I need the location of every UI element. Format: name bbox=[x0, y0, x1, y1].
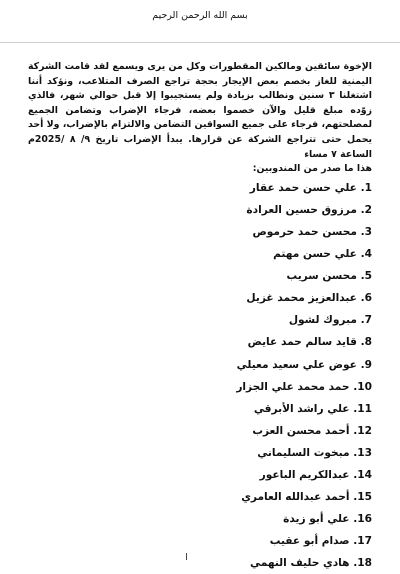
delegate-list-item bbox=[28, 265, 372, 287]
delegate-list-item bbox=[28, 420, 372, 442]
delegate-number: 5. bbox=[360, 270, 372, 283]
delegate-number: 3. bbox=[360, 225, 372, 238]
document-header bbox=[0, 0, 400, 43]
delegate-number: 13. bbox=[353, 446, 372, 459]
delegate-list-item bbox=[28, 199, 372, 221]
delegate-name: صدام أبو عقيب bbox=[269, 535, 350, 548]
delegate-list-item bbox=[28, 287, 372, 309]
delegate-number: 18. bbox=[353, 557, 372, 570]
delegate-name: عوض علي سعيد معيلي bbox=[236, 358, 357, 371]
delegate-list-item bbox=[28, 442, 372, 464]
delegate-list-item bbox=[28, 177, 372, 199]
delegate-list-item bbox=[28, 530, 372, 552]
delegate-name: أحمد محسن العزب bbox=[252, 424, 350, 437]
delegates-list bbox=[28, 177, 372, 574]
delegate-name: محسن حمد حرموص bbox=[252, 225, 357, 238]
delegate-list-item bbox=[28, 398, 372, 420]
delegate-number: 12. bbox=[353, 424, 372, 437]
delegate-number: 11. bbox=[353, 402, 372, 415]
delegate-name: مرزوق حسين العرادة bbox=[246, 203, 357, 216]
delegate-number: 4. bbox=[360, 248, 372, 261]
delegate-list-item bbox=[28, 309, 372, 331]
strike-announcement-paragraph: الإخوة سائقين ومالكين المقطورات وكل من يرى ويسمع لقد قامت الشركة اليمنية للغاز بخصم بعض الإيجار بحجة تراجع الصرف المتلاعب، ونؤكد أننا اشتغلنا ٣ سنين ونطالب بزيادة ولم يستجيبوا إلا قبل حوالي شهر، فالذي زوّده مبلغ قليل والآن خصموا بعضه، فرجاء الإضراب وتضامن الجميع لمصلحتهم، فرجاء على جميع السواقين التضامن والالتزام بالإضراب، ولا أحد يحمل حتى تتراجع الشركة عن قرارها. يبدأ الإضراب تاريخ ٩/ ٨ /2025م الساعة ٧ مساء bbox=[28, 61, 372, 160]
page-footer-mark bbox=[186, 553, 187, 560]
delegate-number: 10. bbox=[353, 380, 372, 393]
delegate-name: مبروك لشول bbox=[288, 314, 357, 327]
delegate-number: 7. bbox=[360, 314, 372, 327]
delegate-list-item bbox=[28, 552, 372, 574]
delegate-number: 1. bbox=[360, 181, 372, 194]
delegate-name: حمد محمد علي الجزار bbox=[236, 380, 350, 393]
delegate-number: 6. bbox=[360, 292, 372, 305]
delegate-list-item bbox=[28, 221, 372, 243]
delegate-number: 17. bbox=[353, 535, 372, 548]
delegates-intro: هذا ما صدر من المندوبين: bbox=[252, 163, 372, 175]
delegate-list-item bbox=[28, 464, 372, 486]
basmala-heading: بسم الله الرحمن الرحيم bbox=[152, 10, 248, 21]
delegate-name: محسن سريب bbox=[286, 270, 357, 283]
delegate-list-item bbox=[28, 354, 372, 376]
delegate-list-item bbox=[28, 508, 372, 530]
delegate-name: عبدالعزيز محمد غزيل bbox=[246, 292, 357, 305]
delegate-number: 15. bbox=[353, 491, 372, 504]
delegate-number: 8. bbox=[360, 336, 372, 349]
document-body bbox=[28, 60, 372, 574]
delegate-name: علي راشد الأبرقي bbox=[253, 402, 350, 415]
delegate-list-item bbox=[28, 331, 372, 353]
delegate-name: مبخوت السليماني bbox=[257, 446, 350, 459]
delegate-name: علي حسن مهتم bbox=[273, 248, 357, 261]
delegate-name: عبدالكريم الباعور bbox=[259, 468, 350, 481]
delegate-name: علي حسن حمد عقار bbox=[249, 181, 357, 194]
delegate-number: 2. bbox=[360, 203, 372, 216]
delegate-number: 14. bbox=[353, 468, 372, 481]
delegate-list-item bbox=[28, 486, 372, 508]
delegate-number: 9. bbox=[360, 358, 372, 371]
delegate-list-item bbox=[28, 376, 372, 398]
delegate-number: 16. bbox=[353, 513, 372, 526]
delegate-name: أحمد عبدالله العامري bbox=[241, 491, 350, 504]
delegate-name: علي أبو زيدة bbox=[283, 513, 350, 526]
delegate-list-item bbox=[28, 243, 372, 265]
delegate-name: هادي حليف النهمي bbox=[250, 557, 350, 570]
delegate-name: قايد سالم حمد عايض bbox=[247, 336, 357, 349]
